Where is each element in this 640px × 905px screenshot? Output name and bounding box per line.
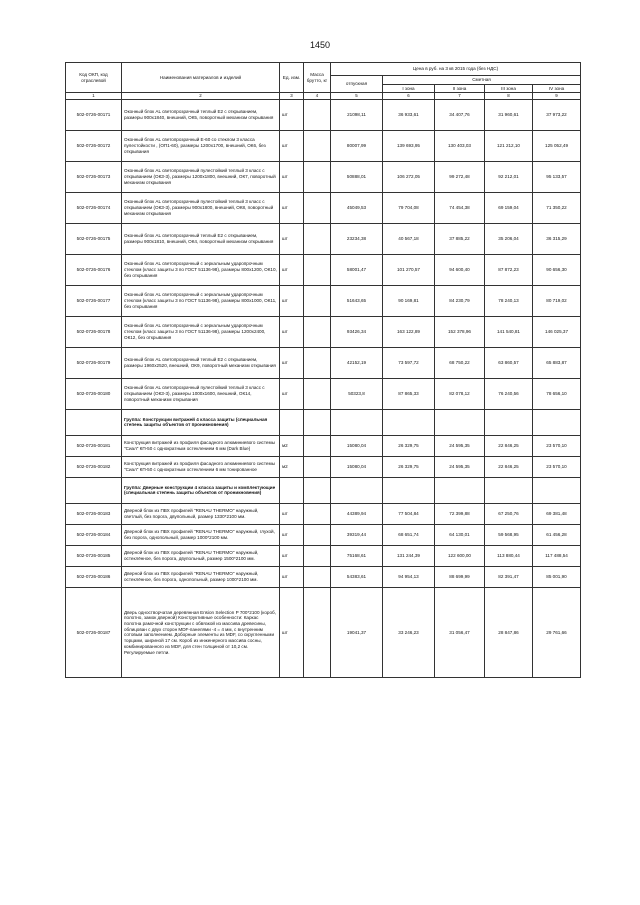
item-unit: шт xyxy=(280,99,304,130)
table-row xyxy=(66,587,581,677)
group-row xyxy=(66,477,581,503)
table-row xyxy=(66,285,581,316)
zone-1-price: 79 704,08 xyxy=(383,192,435,223)
header-estimate: Сметная xyxy=(383,76,581,85)
item-code: 502-0726-00182 xyxy=(66,456,122,477)
table-row xyxy=(66,223,581,254)
zone-1-price: 94 954,13 xyxy=(383,566,435,587)
zone-3-price: 22 846,25 xyxy=(485,456,533,477)
item-unit: шт xyxy=(280,524,304,545)
item-code: 502-0726-00184 xyxy=(66,524,122,545)
item-code: 502-0726-00183 xyxy=(66,503,122,524)
header-price-group: Цена в руб. на 3 кв 2015 года (без НДС) xyxy=(331,63,581,76)
column-number: 7 xyxy=(435,93,485,100)
table-row xyxy=(66,435,581,456)
item-unit: шт xyxy=(280,566,304,587)
item-mass xyxy=(304,503,331,524)
zone-4-price: 23 570,10 xyxy=(533,456,581,477)
release-price: 54383,61 xyxy=(331,566,383,587)
empty-cell xyxy=(304,409,331,435)
group-title: Группа: Конструкции витражей 4 класса защиты (специальная степень защиты объектов от проникновения) xyxy=(122,409,280,435)
zone-1-price: 139 693,95 xyxy=(383,130,435,161)
zone-2-price: 94 600,40 xyxy=(435,254,485,285)
item-name: Дверной блок из ПВХ профилей "RENAU THERMO" наружный, глухой, без порога, однопольный, размер 1000*2100 мм. xyxy=(122,524,280,545)
zone-4-price: 117 488,54 xyxy=(533,545,581,566)
zone-4-price: 71 350,22 xyxy=(533,192,581,223)
zone-1-price: 33 246,23 xyxy=(383,587,435,677)
empty-cell xyxy=(383,409,435,435)
item-mass xyxy=(304,130,331,161)
empty-cell xyxy=(331,409,383,435)
item-name: Оконный блок AL светопрозрачный с зеркальным ударопрочным стеклом (класс защиты 3 по ГОСТ 51136-98), размеры 1200х2400, ОК12, без открывания xyxy=(122,316,280,347)
zone-1-price: 36 933,61 xyxy=(383,99,435,130)
empty-cell xyxy=(280,409,304,435)
zone-4-price: 37 973,22 xyxy=(533,99,581,130)
zone-1-price: 68 651,74 xyxy=(383,524,435,545)
zone-1-price: 73 597,72 xyxy=(383,347,435,378)
item-name: Дверь одностворчатая деревянная Eпsion Selection P 700*2100 (короб, полотно, замок дверной) Конструктивные особенности: Каркас полотна рамочной конструкции с обвязкой из массива древесины, облицован с двух сторон МDF-панелями -4 = 4 мм, с внутренним сотовым заполнением. Доборные элементы из МDF, со скругленными торцами, шириной 17 см. Короб из инженерного массива сосны, комбинированного из МDF, для стен толщиной от 10,2 см. Регулируемые петли. xyxy=(122,587,280,677)
column-number: 8 xyxy=(485,93,533,100)
item-mass xyxy=(304,587,331,677)
table-row xyxy=(66,254,581,285)
table-row xyxy=(66,545,581,566)
release-price: 44389,94 xyxy=(331,503,383,524)
item-code: 502-0726-00176 xyxy=(66,254,122,285)
header-unit: Ед. изм. xyxy=(280,63,304,93)
release-price: 15080,04 xyxy=(331,435,383,456)
zone-2-price: 34 407,76 xyxy=(435,99,485,130)
table-row xyxy=(66,192,581,223)
item-code: 502-0726-00172 xyxy=(66,130,122,161)
item-mass xyxy=(304,545,331,566)
release-price: 50323,8 xyxy=(331,378,383,409)
item-mass xyxy=(304,161,331,192)
column-number: 2 xyxy=(122,93,280,100)
zone-2-price: 84 230,79 xyxy=(435,285,485,316)
item-mass xyxy=(304,285,331,316)
zone-1-price: 40 567,18 xyxy=(383,223,435,254)
header-mass: Масса брутто, кг xyxy=(304,63,331,93)
zone-1-price: 90 169,81 xyxy=(383,285,435,316)
release-price: 39319,44 xyxy=(331,524,383,545)
table-row xyxy=(66,503,581,524)
zone-3-price: 82 391,47 xyxy=(485,566,533,587)
header-name: Наименования материалов и изделий xyxy=(122,63,280,93)
column-number: 5 xyxy=(331,93,383,100)
zone-4-price: 61 456,28 xyxy=(533,524,581,545)
zone-4-price: 23 570,10 xyxy=(533,435,581,456)
empty-cell xyxy=(66,477,122,503)
item-name: Оконный блок AL светопрозрачный Е-60 со стеклом 3 класса пулестойкости , (ОП1-60), размеры 1200х1700, внешний, ОК6, без открывания xyxy=(122,130,280,161)
zone-1-price: 77 504,84 xyxy=(383,503,435,524)
zone-2-price: 37 885,22 xyxy=(435,223,485,254)
column-number: 3 xyxy=(280,93,304,100)
item-code: 502-0726-00174 xyxy=(66,192,122,223)
item-unit: шт xyxy=(280,587,304,677)
zone-2-price: 72 399,88 xyxy=(435,503,485,524)
release-price: 75168,61 xyxy=(331,545,383,566)
zone-4-price: 36 315,29 xyxy=(533,223,581,254)
item-unit: шт xyxy=(280,545,304,566)
zone-3-price: 31 960,61 xyxy=(485,99,533,130)
item-mass xyxy=(304,347,331,378)
header-zone-4: IV зона xyxy=(533,84,581,93)
zone-4-price: 65 883,87 xyxy=(533,347,581,378)
item-mass xyxy=(304,524,331,545)
zone-3-price: 92 212,01 xyxy=(485,161,533,192)
zone-2-price: 24 595,35 xyxy=(435,435,485,456)
header-code: Код ОКП, код отраслевой xyxy=(66,63,122,93)
zone-3-price: 63 860,57 xyxy=(485,347,533,378)
item-unit: шт xyxy=(280,130,304,161)
table-row xyxy=(66,99,581,130)
zone-1-price: 131 244,39 xyxy=(383,545,435,566)
item-code: 502-0726-00175 xyxy=(66,223,122,254)
zone-1-price: 87 865,33 xyxy=(383,378,435,409)
item-code: 502-0726-00173 xyxy=(66,161,122,192)
column-number: 9 xyxy=(533,93,581,100)
item-unit: шт xyxy=(280,254,304,285)
empty-cell xyxy=(485,477,533,503)
item-name: Оконный блок AL светопрозрачный с зеркальным ударопрочным стеклом (класс защиты 3 по ГОСТ 51136-98), размеры 800х1200, ОК10, без открывания xyxy=(122,254,280,285)
page-number: 1450 xyxy=(309,40,331,50)
release-price: 45049,53 xyxy=(331,192,383,223)
release-price: 93426,34 xyxy=(331,316,383,347)
empty-cell xyxy=(435,477,485,503)
zone-2-price: 82 078,12 xyxy=(435,378,485,409)
item-unit: шт xyxy=(280,192,304,223)
release-price: 23234,38 xyxy=(331,223,383,254)
item-unit: м2 xyxy=(280,456,304,477)
price-table xyxy=(65,62,581,678)
item-mass xyxy=(304,378,331,409)
release-price: 42152,19 xyxy=(331,347,383,378)
release-price: 15080,04 xyxy=(331,456,383,477)
empty-cell xyxy=(533,477,581,503)
zone-1-price: 106 272,05 xyxy=(383,161,435,192)
zone-4-price: 78 656,10 xyxy=(533,378,581,409)
item-name: Оконный блок AL светопрозрачный пулестойкий теплый 3 класс с открыванием (ОКЗ-3), размеры 1200х1800, внешний, ОК7, поворотный механизм открывания xyxy=(122,161,280,192)
header-zone-1: I зона xyxy=(383,84,435,93)
header-release: отпускная xyxy=(331,76,383,93)
item-unit: шт xyxy=(280,503,304,524)
item-name: Оконный блок AL светопрозрачный теплый Е2 с открыванием, размеры 1960х2520, внешний, ОК9, поворотный механизм открывания xyxy=(122,347,280,378)
table-row xyxy=(66,347,581,378)
zone-3-price: 59 568,95 xyxy=(485,524,533,545)
zone-2-price: 130 403,03 xyxy=(435,130,485,161)
column-number: 4 xyxy=(304,93,331,100)
item-unit: шт xyxy=(280,223,304,254)
zone-2-price: 99 272,48 xyxy=(435,161,485,192)
zone-2-price: 152 378,96 xyxy=(435,316,485,347)
item-code: 502-0726-00177 xyxy=(66,285,122,316)
header-zone-3: III зона xyxy=(485,84,533,93)
table-row xyxy=(66,316,581,347)
column-number: 6 xyxy=(383,93,435,100)
zone-2-price: 88 699,99 xyxy=(435,566,485,587)
item-name: Оконный блок AL светопрозрачный пулестойкий теплый 3 класс с открыванием (ОКЗ-3), размеры 1000х1600, внешний, ОК14, поворотный механизм открывания xyxy=(122,378,280,409)
zone-2-price: 122 600,00 xyxy=(435,545,485,566)
group-title: Группа: Дверные конструкции 4 класса защиты и комплектующие (специальная степень защиты объектов от проникновения) xyxy=(122,477,280,503)
table-row xyxy=(66,378,581,409)
zone-2-price: 31 056,47 xyxy=(435,587,485,677)
item-name: Конструкция витражей из профиля фасадного алюминиевого системы "Сиал" КП-50 с однократным остеклением 6 мм (Dark Blue) xyxy=(122,435,280,456)
item-mass xyxy=(304,435,331,456)
table-row xyxy=(66,566,581,587)
empty-cell xyxy=(383,477,435,503)
empty-cell xyxy=(331,477,383,503)
zone-3-price: 78 240,13 xyxy=(485,285,533,316)
zone-3-price: 76 240,56 xyxy=(485,378,533,409)
header-zone-2: II зона xyxy=(435,84,485,93)
zone-2-price: 74 454,38 xyxy=(435,192,485,223)
empty-cell xyxy=(280,477,304,503)
item-code: 502-0726-00179 xyxy=(66,347,122,378)
zone-3-price: 28 847,86 xyxy=(485,587,533,677)
empty-cell xyxy=(485,409,533,435)
item-name: Конструкция витражей из профиля фасадного алюминиевого системы "Сиал" КП-50 с однократным остеклением 6 мм тонированное xyxy=(122,456,280,477)
zone-3-price: 87 872,23 xyxy=(485,254,533,285)
zone-3-price: 113 880,44 xyxy=(485,545,533,566)
item-mass xyxy=(304,316,331,347)
item-name: Дверной блок из ПВХ профилей "RENAU THERMO" наружный, светлый, без порога, двупольный, размер 1330*2100 мм. xyxy=(122,503,280,524)
table-row xyxy=(66,456,581,477)
item-name: Оконный блок AL светопрозрачный пулестойкий теплый 3 класс с открыванием (ОКЗ-3), размеры 900х1800, внешний, ОК8, поворотный механизм открывания xyxy=(122,192,280,223)
item-code: 502-0726-00178 xyxy=(66,316,122,347)
item-unit: м2 xyxy=(280,435,304,456)
empty-cell xyxy=(533,409,581,435)
table-row xyxy=(66,524,581,545)
zone-4-price: 29 761,66 xyxy=(533,587,581,677)
zone-4-price: 146 025,37 xyxy=(533,316,581,347)
item-code: 502-0726-00171 xyxy=(66,99,122,130)
table-row xyxy=(66,130,581,161)
item-code: 502-0726-00185 xyxy=(66,545,122,566)
item-name: Оконный блок AL светопрозрачный с зеркальным ударопрочным стеклом (класс защиты 3 по ГОСТ 51136-98), размеры 800х1000, ОК11, без открывания xyxy=(122,285,280,316)
zone-4-price: 80 719,02 xyxy=(533,285,581,316)
item-code: 502-0726-00187 xyxy=(66,587,122,677)
empty-cell xyxy=(304,477,331,503)
item-mass xyxy=(304,254,331,285)
release-price: 58001,47 xyxy=(331,254,383,285)
zone-3-price: 67 250,76 xyxy=(485,503,533,524)
column-number: 1 xyxy=(66,93,122,100)
zone-4-price: 90 656,30 xyxy=(533,254,581,285)
zone-3-price: 35 206,04 xyxy=(485,223,533,254)
zone-3-price: 22 846,25 xyxy=(485,435,533,456)
zone-2-price: 68 750,22 xyxy=(435,347,485,378)
item-unit: шт xyxy=(280,378,304,409)
zone-4-price: 95 133,57 xyxy=(533,161,581,192)
item-unit: шт xyxy=(280,161,304,192)
zone-1-price: 163 122,89 xyxy=(383,316,435,347)
zone-4-price: 85 001,90 xyxy=(533,566,581,587)
release-price: 51643,65 xyxy=(331,285,383,316)
item-mass xyxy=(304,223,331,254)
release-price: 80007,99 xyxy=(331,130,383,161)
group-row xyxy=(66,409,581,435)
item-name: Оконный блок AL светопрозрачный теплый Е2 с открыванием, размеры 900х1810, внешний, ОК4, поворотный механизм открывания xyxy=(122,223,280,254)
zone-1-price: 26 329,75 xyxy=(383,435,435,456)
item-mass xyxy=(304,456,331,477)
table-row xyxy=(66,161,581,192)
zone-3-price: 69 159,04 xyxy=(485,192,533,223)
zone-3-price: 121 212,10 xyxy=(485,130,533,161)
item-name: Дверной блок из ПВХ профилей "RENAU THERMO" наружный, остеклённое, без порога, двупольный, размер 1500*2100 мм. xyxy=(122,545,280,566)
table-body xyxy=(66,99,581,677)
zone-3-price: 141 540,81 xyxy=(485,316,533,347)
item-code: 502-0726-00180 xyxy=(66,378,122,409)
item-mass xyxy=(304,192,331,223)
item-mass xyxy=(304,566,331,587)
item-name: Оконный блок AL светопрозрачный теплый Е2 с открыванием, размеры 900х1840, внешний, ОК5, поворотный механизм открывания xyxy=(122,99,280,130)
item-mass xyxy=(304,99,331,130)
item-code: 502-0726-00181 xyxy=(66,435,122,456)
release-price: 50888,01 xyxy=(331,161,383,192)
item-unit: шт xyxy=(280,316,304,347)
zone-4-price: 125 052,49 xyxy=(533,130,581,161)
zone-1-price: 26 329,75 xyxy=(383,456,435,477)
empty-cell xyxy=(435,409,485,435)
release-price: 21098,11 xyxy=(331,99,383,130)
zone-1-price: 101 270,57 xyxy=(383,254,435,285)
item-unit: шт xyxy=(280,285,304,316)
zone-2-price: 24 595,35 xyxy=(435,456,485,477)
item-name: Дверной блок из ПВХ профилей "RENAU THERMO" наружный, остеклённое, без порога, однопольный, размер 1000*2100 мм. xyxy=(122,566,280,587)
zone-4-price: 69 381,48 xyxy=(533,503,581,524)
item-unit: шт xyxy=(280,347,304,378)
item-code: 502-0726-00186 xyxy=(66,566,122,587)
release-price: 19041,37 xyxy=(331,587,383,677)
zone-2-price: 64 130,01 xyxy=(435,524,485,545)
empty-cell xyxy=(66,409,122,435)
